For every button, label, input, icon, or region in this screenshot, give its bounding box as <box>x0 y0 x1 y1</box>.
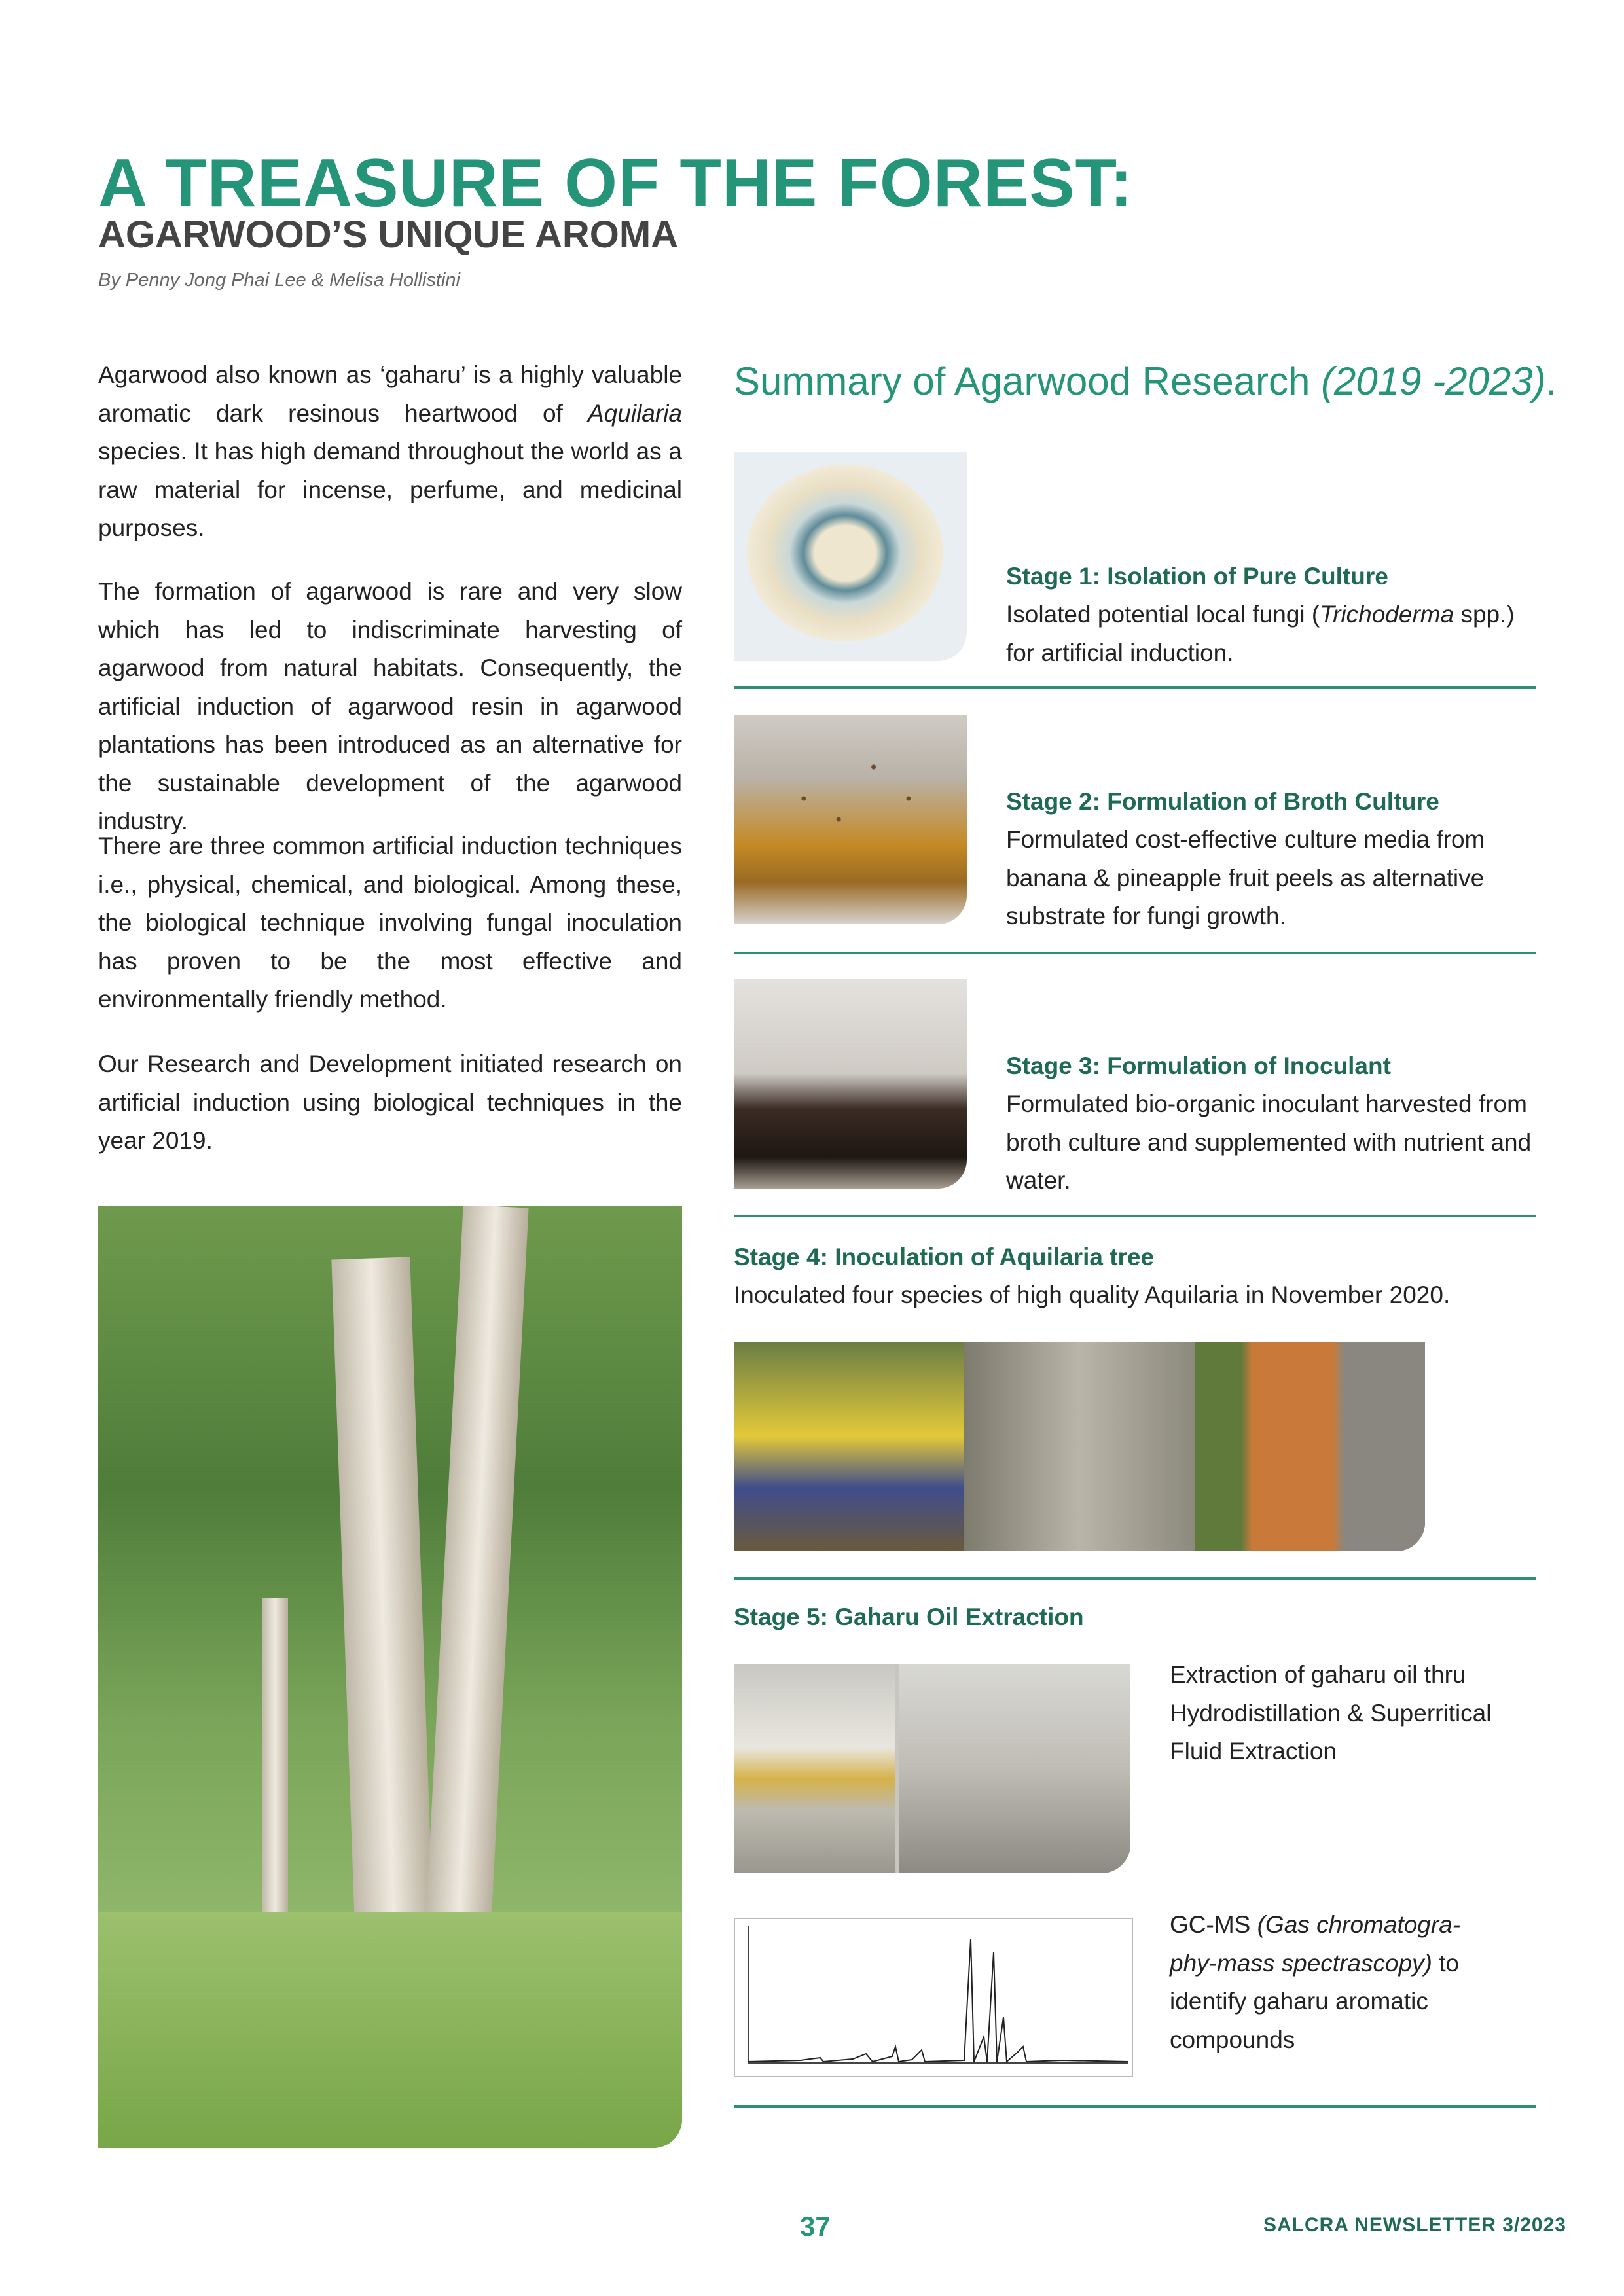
gcms-text-b: to identify gaharu aromatic compounds <box>1170 1949 1460 2053</box>
broth-flask-photo <box>734 715 967 924</box>
gcms-italic: (Gas chromatogra-phy-mass spectrascopy) <box>1170 1911 1461 1977</box>
stage-2-body: Formulated cost-effective culture media from banana & pineapple fruit peels as alternative substrate for fungi growth. <box>1006 826 1485 929</box>
stage-1-body <box>1006 596 1536 672</box>
stage-1 <box>1006 558 1536 672</box>
stage-1-body-italic: Trichoderma <box>1320 601 1454 628</box>
inoculation-photo-strip <box>734 1342 1425 1551</box>
divider-4 <box>734 1577 1536 1580</box>
article-paragraph-4: Our Research and Development initiated research on artificial induction using biological techniques in the year 2019. <box>98 1050 682 1154</box>
p1-text-a: Agarwood also known as ‘gaharu’ is a highly valuable aromatic dark resinous heartwood of <box>98 361 682 427</box>
summary-title-main: Summary of Agarwood Research <box>734 359 1322 403</box>
stage-3 <box>1006 1047 1536 1200</box>
divider-2 <box>734 952 1536 954</box>
stage-3-body: Formulated bio-organic inoculant harvested from broth culture and supplemented with nutrient and water. <box>1006 1090 1532 1194</box>
stage-5-body: Extraction of gaharu oil thru Hydrodistillation & Superritical Fluid Extraction <box>1170 1661 1492 1765</box>
page-number: 37 <box>800 2211 831 2242</box>
stage-5 <box>734 1598 1536 1636</box>
stage-2 <box>1006 783 1536 936</box>
stage-1-heading: Stage 1: Isolation of Pure Culture <box>1006 563 1388 590</box>
summary-title <box>734 359 1557 404</box>
petri-dish-photo <box>734 452 967 661</box>
article-paragraph-1 <box>98 356 682 548</box>
summary-title-dot: . <box>1545 359 1557 403</box>
agarwood-tree-photo <box>98 1206 682 2148</box>
inoculant-jar-photo <box>734 979 967 1189</box>
article-paragraph-2: The formation of agarwood is rare and very slow which has led to indiscriminate harvesting of agarwood from natural habitats. Consequently, the artificial induction of agarwood resin in agarwood plantations has been introduced as an alternative for the sustainable development of the agarwood industry. <box>98 578 682 834</box>
divider-3 <box>734 1215 1536 1217</box>
page-subtitle: AGARWOOD’S UNIQUE AROMA <box>98 213 679 256</box>
byline: By Penny Jong Phai Lee & Melisa Hollistini <box>98 270 460 291</box>
stage-1-body-a: Isolated potential local fungi ( <box>1006 601 1320 628</box>
divider-1 <box>734 686 1536 689</box>
gcms-description <box>1170 1906 1477 2059</box>
divider-5 <box>734 2105 1536 2108</box>
stage-3-heading: Stage 3: Formulation of Inoculant <box>1006 1052 1391 1079</box>
summary-title-years: (2019 -2023) <box>1321 359 1546 403</box>
stage-4-body: Inoculated four species of high quality Aquilaria in November 2020. <box>734 1282 1451 1308</box>
p1-italic: Aquilaria <box>588 399 682 427</box>
p1-text-b: species. It has high demand throughout the world as a raw material for incense, perfume, and medicinal purposes. <box>98 438 682 541</box>
gcms-text-a: GC-MS <box>1170 1911 1257 1938</box>
stage-1-body-b: spp.) for artificial induction. <box>1006 601 1515 666</box>
newsletter-label: SALCRA NEWSLETTER 3/2023 <box>1263 2214 1566 2236</box>
article-paragraph-3: There are three common artificial induction techniques i.e., physical, chemical, and biological. Among these, the biological technique involving fungal inoculation has proven to be the most effective and environmentally friendly method. <box>98 833 682 1013</box>
stage-2-heading: Stage 2: Formulation of Broth Culture <box>1006 788 1439 815</box>
oil-extraction-photos <box>734 1664 1130 1873</box>
stage-4-heading: Stage 4: Inoculation of Aquilaria tree <box>734 1244 1155 1270</box>
stage-5-heading: Stage 5: Gaharu Oil Extraction <box>734 1604 1084 1630</box>
chromatogram-plot <box>735 1919 1132 2076</box>
page-title: A TREASURE OF THE FOREST: <box>98 145 1134 221</box>
stage-4 <box>734 1238 1536 1315</box>
gcms-chromatogram <box>734 1918 1133 2077</box>
